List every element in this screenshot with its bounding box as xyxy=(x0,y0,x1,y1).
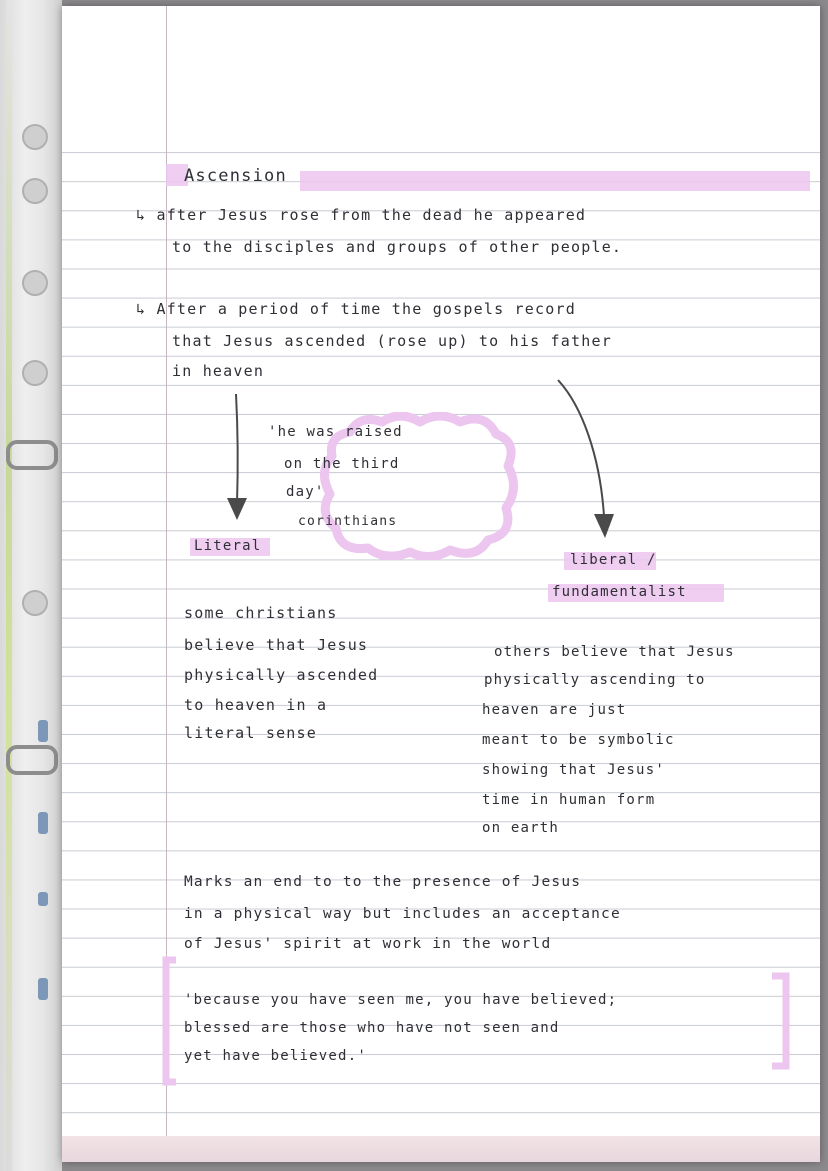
punch-hole xyxy=(22,124,48,150)
left-text-line3: physically ascended xyxy=(184,666,379,684)
page-title: Ascension xyxy=(184,166,287,186)
para2-line1: ↳ After a period of time the gospels record xyxy=(136,300,576,318)
right-text-line1: others believe that Jesus xyxy=(494,644,735,660)
binder-edge xyxy=(6,0,12,1171)
binder-ring xyxy=(6,745,58,775)
left-text-line4: to heaven in a xyxy=(184,696,328,714)
conclusion-line1: Marks an end to to the presence of Jesus xyxy=(184,874,582,890)
para1-line2: to the disciples and groups of other people. xyxy=(172,238,623,256)
conclusion-line2: in a physical way but includes an acceptance xyxy=(184,906,621,922)
para2-line3: in heaven xyxy=(172,362,265,380)
binder-spine xyxy=(0,0,62,1171)
literal-label: Literal xyxy=(194,538,262,554)
final-quote-line3: yet have believed.' xyxy=(184,1048,367,1064)
right-text-line6: time in human form xyxy=(482,792,656,808)
punch-hole xyxy=(22,270,48,296)
liberal-label: liberal / xyxy=(570,552,657,568)
index-tab xyxy=(38,978,48,1000)
right-text-line3: heaven are just xyxy=(482,702,627,718)
page-bottom-edge xyxy=(62,1136,820,1162)
notebook-page xyxy=(62,6,820,1162)
para2-line2: that Jesus ascended (rose up) to his father xyxy=(172,332,612,350)
index-tab xyxy=(38,892,48,906)
final-quote-line1: 'because you have seen me, you have believed; xyxy=(184,992,618,1008)
index-tab xyxy=(38,812,48,834)
final-quote-line2: blessed are those who have not seen and xyxy=(184,1020,560,1036)
cloud-quote-source: corinthians xyxy=(298,514,398,529)
cloud-quote-line2: on the third xyxy=(284,456,400,472)
left-text-line2: believe that Jesus xyxy=(184,636,369,654)
punch-hole xyxy=(22,590,48,616)
title-highlight-bar xyxy=(300,171,810,191)
cloud-quote-line3: day' xyxy=(286,484,325,500)
arrow-down-right-icon xyxy=(552,376,622,546)
right-text-line2: physically ascending to xyxy=(484,672,706,688)
right-bracket xyxy=(768,972,794,1072)
conclusion-line3: of Jesus' spirit at work in the world xyxy=(184,936,552,952)
punch-hole xyxy=(22,178,48,204)
left-bracket xyxy=(160,956,180,1088)
right-text-line5: showing that Jesus' xyxy=(482,762,665,778)
left-text-line1: some christians xyxy=(184,604,338,622)
para1-line1: ↳ after Jesus rose from the dead he appeared xyxy=(136,206,587,224)
binder-ring xyxy=(6,440,58,470)
right-text-line4: meant to be symbolic xyxy=(482,732,675,748)
arrow-down-left-icon xyxy=(222,392,252,526)
fundamentalist-label: fundamentalist xyxy=(552,584,687,600)
index-tab xyxy=(38,720,48,742)
page-header-area xyxy=(62,6,820,124)
punch-hole xyxy=(22,360,48,386)
right-text-line7: on earth xyxy=(482,820,560,836)
cloud-quote-line1: 'he was raised xyxy=(268,424,403,440)
left-text-line5: literal sense xyxy=(184,724,317,742)
